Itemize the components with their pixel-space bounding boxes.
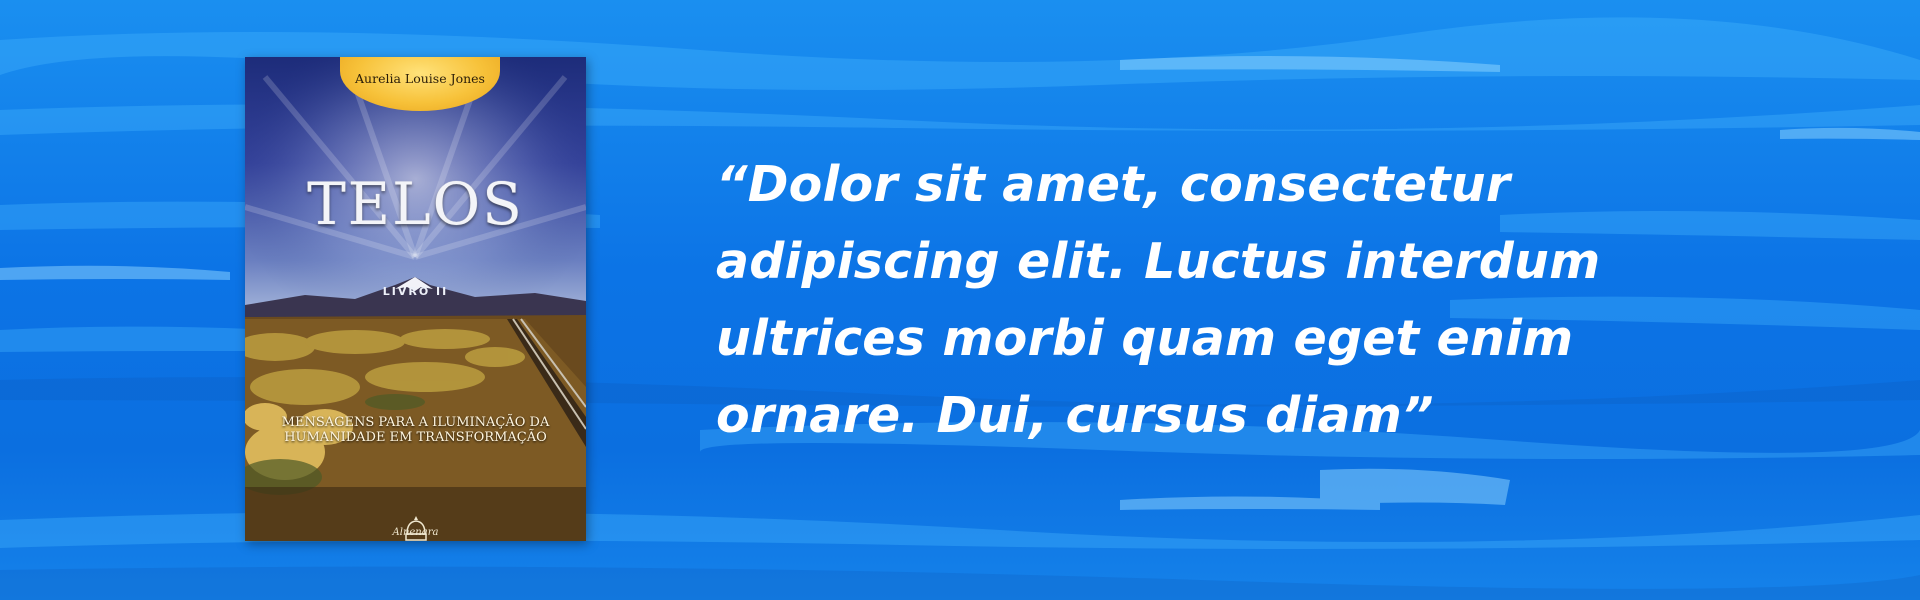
- book-tagline: MENSAGENS PARA A ILUMINAÇÃO DA HUMANIDADE EM TRANSFORMAÇÃO: [281, 415, 550, 445]
- quote-text: “Dolor sit amet, consectetur adipiscing elit. Luctus interdum ultrices morbi quam eget enim ornare. Dui, cursus diam”: [716, 156, 1601, 444]
- book-cover-artwork: [245, 57, 586, 541]
- book-cover[interactable]: [245, 57, 586, 541]
- book-subtitle: LIVRO II: [382, 285, 449, 298]
- publisher-name: Alnenara: [392, 527, 439, 538]
- book-author: Aurelia Louise Jones: [355, 71, 485, 86]
- book-title: TELOS: [307, 170, 524, 238]
